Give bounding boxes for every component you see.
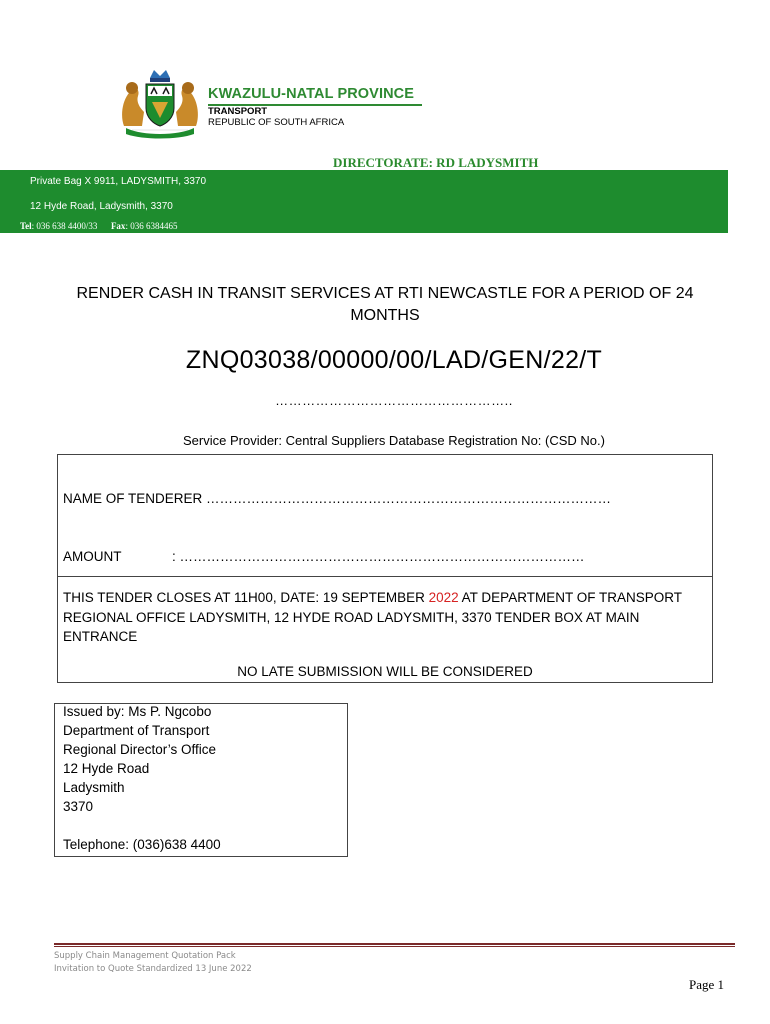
amount-label: AMOUNT bbox=[63, 549, 122, 564]
box-divider bbox=[58, 576, 712, 577]
issued-town: Ladysmith bbox=[63, 780, 125, 795]
issued-telephone: Telephone: (036)638 4400 bbox=[63, 837, 221, 852]
contact-line bbox=[20, 221, 177, 231]
fax-value: : 036 6384465 bbox=[125, 221, 178, 231]
amount-field: : ……………………………………………………………………………… bbox=[172, 549, 585, 564]
tenderer-name-field: NAME OF TENDERER ……………………………………………………………………………… bbox=[63, 491, 612, 506]
tender-number: ZNQ03038/00000/00/LAD/GEN/22/T bbox=[185, 346, 603, 374]
coat-of-arms-icon bbox=[118, 68, 202, 140]
issued-postcode: 3370 bbox=[63, 799, 94, 814]
street-address: 12 Hyde Road, Ladysmith, 3370 bbox=[30, 201, 173, 212]
org-country: REPUBLIC OF SOUTH AFRICA bbox=[208, 117, 345, 128]
closing-text-end: AT DEPARTMENT OF TRANSPORT REGIONAL OFFICE LADYSMITH, 12 HYDE ROAD LADYSMITH, 3370 TENDER BOX AT MAIN ENTRANCE bbox=[63, 590, 682, 644]
postal-address: Private Bag X 9911, LADYSMITH, 3370 bbox=[30, 176, 207, 187]
issued-department: Department of Transport bbox=[63, 723, 210, 738]
tel-value: : 036 638 4400/33 bbox=[31, 221, 98, 231]
closing-notice bbox=[63, 588, 703, 647]
footer-rule bbox=[54, 943, 735, 945]
page-number: Page 1 bbox=[689, 977, 725, 992]
issued-office: Regional Director’s Office bbox=[63, 742, 217, 757]
address-band bbox=[0, 170, 728, 233]
org-department: TRANSPORT bbox=[208, 106, 268, 117]
footer-pack-title: Supply Chain Management Quotation Pack bbox=[54, 951, 236, 961]
org-title: KWAZULU-NATAL PROVINCE bbox=[208, 86, 414, 102]
issued-street: 12 Hyde Road bbox=[63, 761, 150, 776]
no-late-notice: NO LATE SUBMISSION WILL BE CONSIDERED bbox=[237, 664, 533, 679]
fax-label: Fax bbox=[110, 221, 126, 231]
directorate-heading: DIRECTORATE: RD LADYSMITH bbox=[333, 155, 539, 170]
tenderer-box bbox=[57, 454, 713, 683]
csd-number-blank: …………………………………………….. bbox=[275, 393, 513, 408]
closing-year: 2022 bbox=[428, 590, 459, 605]
issued-by: Issued by: Ms P. Ngcobo bbox=[63, 704, 212, 719]
closing-text-start: THIS TENDER CLOSES AT 11H00, DATE: 19 SEPTEMBER bbox=[63, 590, 429, 605]
footer-standard-date: Invitation to Quote Standardized 13 June 2022 bbox=[54, 964, 252, 974]
footer-rule-thin bbox=[54, 946, 735, 947]
csd-label: Service Provider: Central Suppliers Database Registration No: (CSD No.) bbox=[183, 433, 605, 448]
tel-label: Tel bbox=[20, 221, 32, 231]
document-title: RENDER CASH IN TRANSIT SERVICES AT RTI NEWCASTLE FOR A PERIOD OF 24 MONTHS bbox=[76, 285, 694, 324]
